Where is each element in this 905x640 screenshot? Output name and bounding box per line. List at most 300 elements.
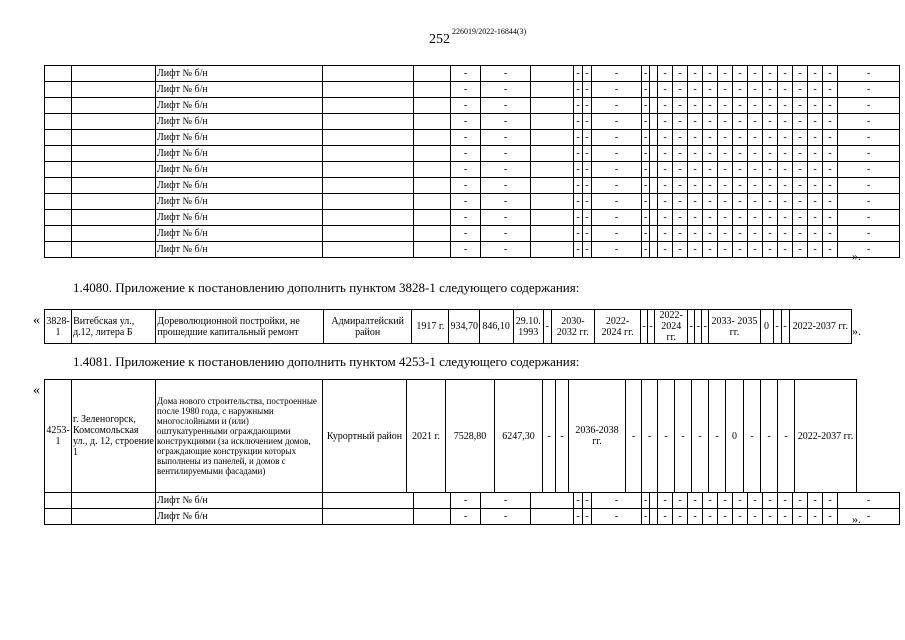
area-living: 6247,30 (495, 380, 543, 493)
empty-cell (414, 66, 451, 82)
cell-dash: - (808, 242, 823, 258)
empty-cell (414, 493, 451, 509)
cell-dash: - (718, 146, 733, 162)
cell-dash: - (658, 226, 673, 242)
cell-dash: - (688, 98, 703, 114)
cell-dash: - (642, 380, 658, 493)
cell-dash: - (583, 226, 592, 242)
empty-cell (72, 178, 156, 194)
cell-dash: - (451, 162, 481, 178)
cell-dash: - (748, 146, 763, 162)
lift-row (45, 66, 900, 82)
cell-dash: - (481, 82, 531, 98)
cell-dash: - (574, 178, 583, 194)
cell-dash: - (592, 210, 642, 226)
cell-dash: - (793, 66, 808, 82)
cell-dash: - (703, 130, 718, 146)
cell-dash: - (733, 226, 748, 242)
empty-cell (72, 194, 156, 210)
cell-dash: - (658, 146, 673, 162)
cell-dash: - (748, 82, 763, 98)
cell-dash: - (658, 194, 673, 210)
cell-dash: - (451, 130, 481, 146)
cell-dash: - (748, 242, 763, 258)
empty-cell (72, 66, 156, 82)
cell-dash: - (703, 178, 718, 194)
cell-dash: - (823, 242, 838, 258)
cell-dash: - (838, 114, 900, 130)
item-number: 3828-1 (45, 310, 72, 344)
cell-dash: - (793, 82, 808, 98)
cell-dash: - (748, 98, 763, 114)
cell-dash: - (703, 210, 718, 226)
lift-row (45, 242, 900, 258)
empty-cell (650, 509, 658, 525)
empty-cell (45, 82, 72, 98)
cell-dash: - (543, 310, 551, 344)
cell-dash: - (688, 310, 695, 344)
cell-dash: - (641, 310, 648, 344)
empty-cell (414, 114, 451, 130)
date: 29.10. 1993 (513, 310, 543, 344)
cell-dash: - (778, 178, 793, 194)
empty-cell (323, 493, 414, 509)
cell-dash: - (673, 130, 688, 146)
cell-dash: - (543, 380, 556, 493)
period-5: 2022-2037 гг. (789, 310, 851, 344)
cell-dash: - (481, 226, 531, 242)
closing-quote: ». (852, 324, 861, 338)
cell-dash: - (688, 82, 703, 98)
empty-cell (531, 66, 574, 82)
cell-dash: - (658, 380, 675, 493)
cell-dash: - (763, 114, 778, 130)
empty-cell (531, 194, 574, 210)
empty-cell (531, 242, 574, 258)
cell-dash: - (781, 310, 789, 344)
cell-dash: - (592, 178, 642, 194)
empty-cell (72, 210, 156, 226)
cell-dash: - (451, 114, 481, 130)
paragraph-4080: 1.4080. Приложение к постановлению дополнить пунктом 3828-1 следующего содержания: (73, 280, 580, 295)
lift-label: Лифт № б/н (156, 114, 323, 130)
cell-dash: - (688, 493, 703, 509)
cell-dash: - (838, 66, 900, 82)
empty-cell (531, 114, 574, 130)
cell-dash: - (642, 130, 650, 146)
empty-cell (45, 509, 72, 525)
empty-cell (323, 509, 414, 525)
cell-dash: - (733, 509, 748, 525)
cell-dash: - (718, 162, 733, 178)
cell-dash: - (481, 114, 531, 130)
lift-row (45, 114, 900, 130)
cell-dash: - (673, 178, 688, 194)
empty-cell (414, 509, 451, 525)
cell-dash: - (823, 114, 838, 130)
cell-dash: - (793, 162, 808, 178)
cell-dash: - (808, 82, 823, 98)
cell-dash: - (703, 114, 718, 130)
cell-dash: - (763, 194, 778, 210)
cell-dash: - (773, 310, 781, 344)
empty-cell (72, 130, 156, 146)
cell-dash: - (583, 114, 592, 130)
cell-dash: - (703, 493, 718, 509)
cell-dash: - (823, 226, 838, 242)
lift-label: Лифт № б/н (156, 509, 323, 525)
cell-dash: - (583, 82, 592, 98)
building-type: Дома нового строительства, построенные после 1980 года, с наружными многослойными и (или) оштукатуренными ограждающими конструкциями (за исключением домов, ограждающие конструкции которых выполнены из панелей, и домов с вентилируемыми фасадами) (156, 380, 323, 493)
building-type: Дореволюционной постройки, не прошедшие капитальный ремонт (156, 310, 324, 344)
cell-dash: - (778, 509, 793, 525)
empty-cell (45, 210, 72, 226)
cell-dash: - (793, 178, 808, 194)
empty-cell (323, 114, 414, 130)
empty-cell (45, 493, 72, 509)
cell-dash: - (583, 66, 592, 82)
district: Адмиралтейский район (324, 310, 412, 344)
cell-dash: - (778, 162, 793, 178)
cell-dash: - (763, 82, 778, 98)
cell-dash: - (481, 98, 531, 114)
cell-dash: - (688, 114, 703, 130)
document-id: 226019/2022-16844(3) (452, 27, 527, 36)
lift-row (45, 130, 900, 146)
cell-dash: - (592, 114, 642, 130)
cell-dash: - (642, 210, 650, 226)
empty-cell (323, 130, 414, 146)
cell-dash: - (778, 82, 793, 98)
cell-dash: - (658, 210, 673, 226)
cell-dash: - (838, 226, 900, 242)
empty-cell (323, 146, 414, 162)
empty-cell (650, 493, 658, 509)
empty-cell (650, 82, 658, 98)
cell-dash: - (574, 242, 583, 258)
cell-dash: - (592, 162, 642, 178)
cell-dash: - (793, 493, 808, 509)
empty-cell (531, 178, 574, 194)
empty-cell (414, 194, 451, 210)
empty-cell (650, 114, 658, 130)
area-living: 846,10 (479, 310, 513, 344)
lift-row (45, 493, 900, 509)
period-2: 2022-2037 гг. (795, 380, 857, 493)
cell-dash: - (838, 509, 900, 525)
cell-dash: - (778, 194, 793, 210)
closing-quote: ». (852, 512, 861, 526)
cell-dash: - (451, 146, 481, 162)
cell-dash: - (481, 194, 531, 210)
cell-dash: - (733, 242, 748, 258)
empty-cell (531, 493, 574, 509)
cell-dash: - (778, 493, 793, 509)
empty-cell (72, 82, 156, 98)
lift-label: Лифт № б/н (156, 210, 323, 226)
zero-value: 0 (726, 380, 744, 493)
cell-dash: - (688, 162, 703, 178)
empty-cell (531, 98, 574, 114)
empty-cell (323, 242, 414, 258)
cell-dash: - (688, 194, 703, 210)
cell-dash: - (481, 146, 531, 162)
cell-dash: - (748, 114, 763, 130)
cell-dash: - (763, 66, 778, 82)
cell-dash: - (648, 310, 655, 344)
table-4253-1 (44, 379, 857, 493)
cell-dash: - (733, 98, 748, 114)
cell-dash: - (793, 509, 808, 525)
empty-cell (414, 210, 451, 226)
cell-dash: - (763, 98, 778, 114)
lift-label: Лифт № б/н (156, 146, 323, 162)
empty-cell (323, 194, 414, 210)
table-3828-1 (44, 309, 852, 344)
cell-dash: - (733, 82, 748, 98)
cell-dash: - (481, 210, 531, 226)
cell-dash: - (574, 493, 583, 509)
cell-dash: - (823, 146, 838, 162)
cell-dash: - (718, 226, 733, 242)
cell-dash: - (658, 493, 673, 509)
cell-dash: - (793, 226, 808, 242)
cell-dash: - (838, 493, 900, 509)
cell-dash: - (808, 66, 823, 82)
cell-dash: - (763, 162, 778, 178)
lift-label: Лифт № б/н (156, 130, 323, 146)
empty-cell (45, 130, 72, 146)
empty-cell (650, 178, 658, 194)
lift-row (45, 226, 900, 242)
cell-dash: - (673, 98, 688, 114)
empty-cell (323, 210, 414, 226)
empty-cell (45, 162, 72, 178)
cell-dash: - (808, 114, 823, 130)
paragraph-4081: 1.4081. Приложение к постановлению дополнить пунктом 4253-1 следующего содержания: (73, 354, 580, 369)
empty-cell (323, 82, 414, 98)
cell-dash: - (583, 130, 592, 146)
cell-dash: - (658, 178, 673, 194)
cell-dash: - (592, 226, 642, 242)
empty-cell (531, 82, 574, 98)
cell-dash: - (688, 210, 703, 226)
lift-row (45, 509, 900, 525)
period-2: 2022- 2024 гг. (594, 310, 640, 344)
empty-cell (72, 98, 156, 114)
cell-dash: - (658, 82, 673, 98)
cell-dash: - (808, 146, 823, 162)
cell-dash: - (658, 66, 673, 82)
cell-dash: - (658, 130, 673, 146)
cell-dash: - (481, 162, 531, 178)
empty-cell (650, 130, 658, 146)
cell-dash: - (748, 178, 763, 194)
empty-cell (45, 66, 72, 82)
cell-dash: - (703, 98, 718, 114)
cell-dash: - (658, 509, 673, 525)
cell-dash: - (642, 178, 650, 194)
opening-quote: « (33, 383, 40, 398)
empty-cell (414, 226, 451, 242)
cell-dash: - (838, 194, 900, 210)
lift-row (45, 146, 900, 162)
cell-dash: - (703, 162, 718, 178)
cell-dash: - (718, 178, 733, 194)
cell-dash: - (793, 98, 808, 114)
cell-dash: - (592, 146, 642, 162)
cell-dash: - (778, 146, 793, 162)
area-total: 934,70 (449, 310, 479, 344)
lift-row (45, 162, 900, 178)
cell-dash: - (451, 493, 481, 509)
cell-dash: - (673, 194, 688, 210)
empty-cell (45, 178, 72, 194)
cell-dash: - (748, 210, 763, 226)
cell-dash: - (778, 226, 793, 242)
cell-dash: - (574, 130, 583, 146)
closing-quote: ». (852, 249, 861, 263)
cell-dash: - (481, 509, 531, 525)
empty-cell (650, 242, 658, 258)
cell-dash: - (748, 226, 763, 242)
cell-dash: - (838, 178, 900, 194)
lift-label: Лифт № б/н (156, 194, 323, 210)
cell-dash: - (642, 82, 650, 98)
cell-dash: - (688, 66, 703, 82)
cell-dash: - (793, 114, 808, 130)
cell-dash: - (823, 130, 838, 146)
cell-dash: - (583, 146, 592, 162)
empty-cell (531, 162, 574, 178)
cell-dash: - (692, 380, 709, 493)
cell-dash: - (703, 226, 718, 242)
lift-row (45, 82, 900, 98)
cell-dash: - (556, 380, 569, 493)
cell-dash: - (808, 162, 823, 178)
cell-dash: - (583, 162, 592, 178)
empty-cell (650, 146, 658, 162)
cell-dash: - (673, 226, 688, 242)
cell-dash: - (451, 66, 481, 82)
cell-dash: - (733, 178, 748, 194)
cell-dash: - (574, 98, 583, 114)
empty-cell (650, 194, 658, 210)
cell-dash: - (823, 194, 838, 210)
cell-dash: - (574, 114, 583, 130)
cell-dash: - (642, 194, 650, 210)
cell-dash: - (709, 380, 726, 493)
cell-dash: - (574, 509, 583, 525)
empty-cell (650, 66, 658, 82)
cell-dash: - (642, 509, 650, 525)
cell-dash: - (703, 242, 718, 258)
cell-dash: - (718, 130, 733, 146)
cell-dash: - (673, 210, 688, 226)
address: Витебская ул., д.12, литера Б (72, 310, 156, 344)
empty-cell (72, 242, 156, 258)
cell-dash: - (583, 493, 592, 509)
cell-dash: - (583, 98, 592, 114)
cell-dash: - (763, 178, 778, 194)
empty-cell (45, 194, 72, 210)
cell-dash: - (793, 194, 808, 210)
cell-dash: - (823, 493, 838, 509)
cell-dash: - (763, 493, 778, 509)
cell-dash: - (592, 82, 642, 98)
lift-label: Лифт № б/н (156, 98, 323, 114)
cell-dash: - (823, 162, 838, 178)
lift-label: Лифт № б/н (156, 178, 323, 194)
cell-dash: - (793, 210, 808, 226)
lift-table-top (44, 65, 900, 258)
cell-dash: - (642, 226, 650, 242)
cell-dash: - (481, 242, 531, 258)
cell-dash: - (778, 242, 793, 258)
empty-cell (323, 98, 414, 114)
cell-dash: - (748, 66, 763, 82)
cell-dash: - (688, 130, 703, 146)
cell-dash: - (763, 226, 778, 242)
cell-dash: - (574, 66, 583, 82)
cell-dash: - (695, 310, 702, 344)
empty-cell (323, 66, 414, 82)
cell-dash: - (838, 242, 900, 258)
cell-dash: - (838, 130, 900, 146)
empty-cell (414, 82, 451, 98)
empty-cell (72, 493, 156, 509)
cell-dash: - (688, 226, 703, 242)
empty-cell (45, 242, 72, 258)
cell-dash: - (718, 82, 733, 98)
empty-cell (650, 226, 658, 242)
cell-dash: - (761, 380, 778, 493)
cell-dash: - (793, 130, 808, 146)
cell-dash: - (673, 82, 688, 98)
empty-cell (72, 509, 156, 525)
cell-dash: - (778, 114, 793, 130)
cell-dash: - (583, 242, 592, 258)
cell-dash: - (688, 178, 703, 194)
cell-dash: - (808, 178, 823, 194)
cell-dash: - (451, 98, 481, 114)
cell-dash: - (778, 380, 795, 493)
lift-row (45, 194, 900, 210)
cell-dash: - (823, 178, 838, 194)
cell-dash: - (718, 210, 733, 226)
item-number: 4253-1 (45, 380, 72, 493)
cell-dash: - (574, 226, 583, 242)
cell-dash: - (748, 509, 763, 525)
empty-cell (323, 226, 414, 242)
opening-quote: « (33, 313, 40, 328)
cell-dash: - (673, 114, 688, 130)
cell-dash: - (808, 509, 823, 525)
cell-dash: - (778, 210, 793, 226)
cell-dash: - (763, 130, 778, 146)
cell-dash: - (583, 210, 592, 226)
cell-dash: - (592, 66, 642, 82)
cell-dash: - (838, 210, 900, 226)
cell-dash: - (703, 194, 718, 210)
cell-dash: - (778, 98, 793, 114)
lift-row (45, 210, 900, 226)
build-year: 2021 г. (407, 380, 446, 493)
district: Курортный район (323, 380, 407, 493)
cell-dash: - (718, 242, 733, 258)
empty-cell (650, 210, 658, 226)
cell-dash: - (451, 509, 481, 525)
